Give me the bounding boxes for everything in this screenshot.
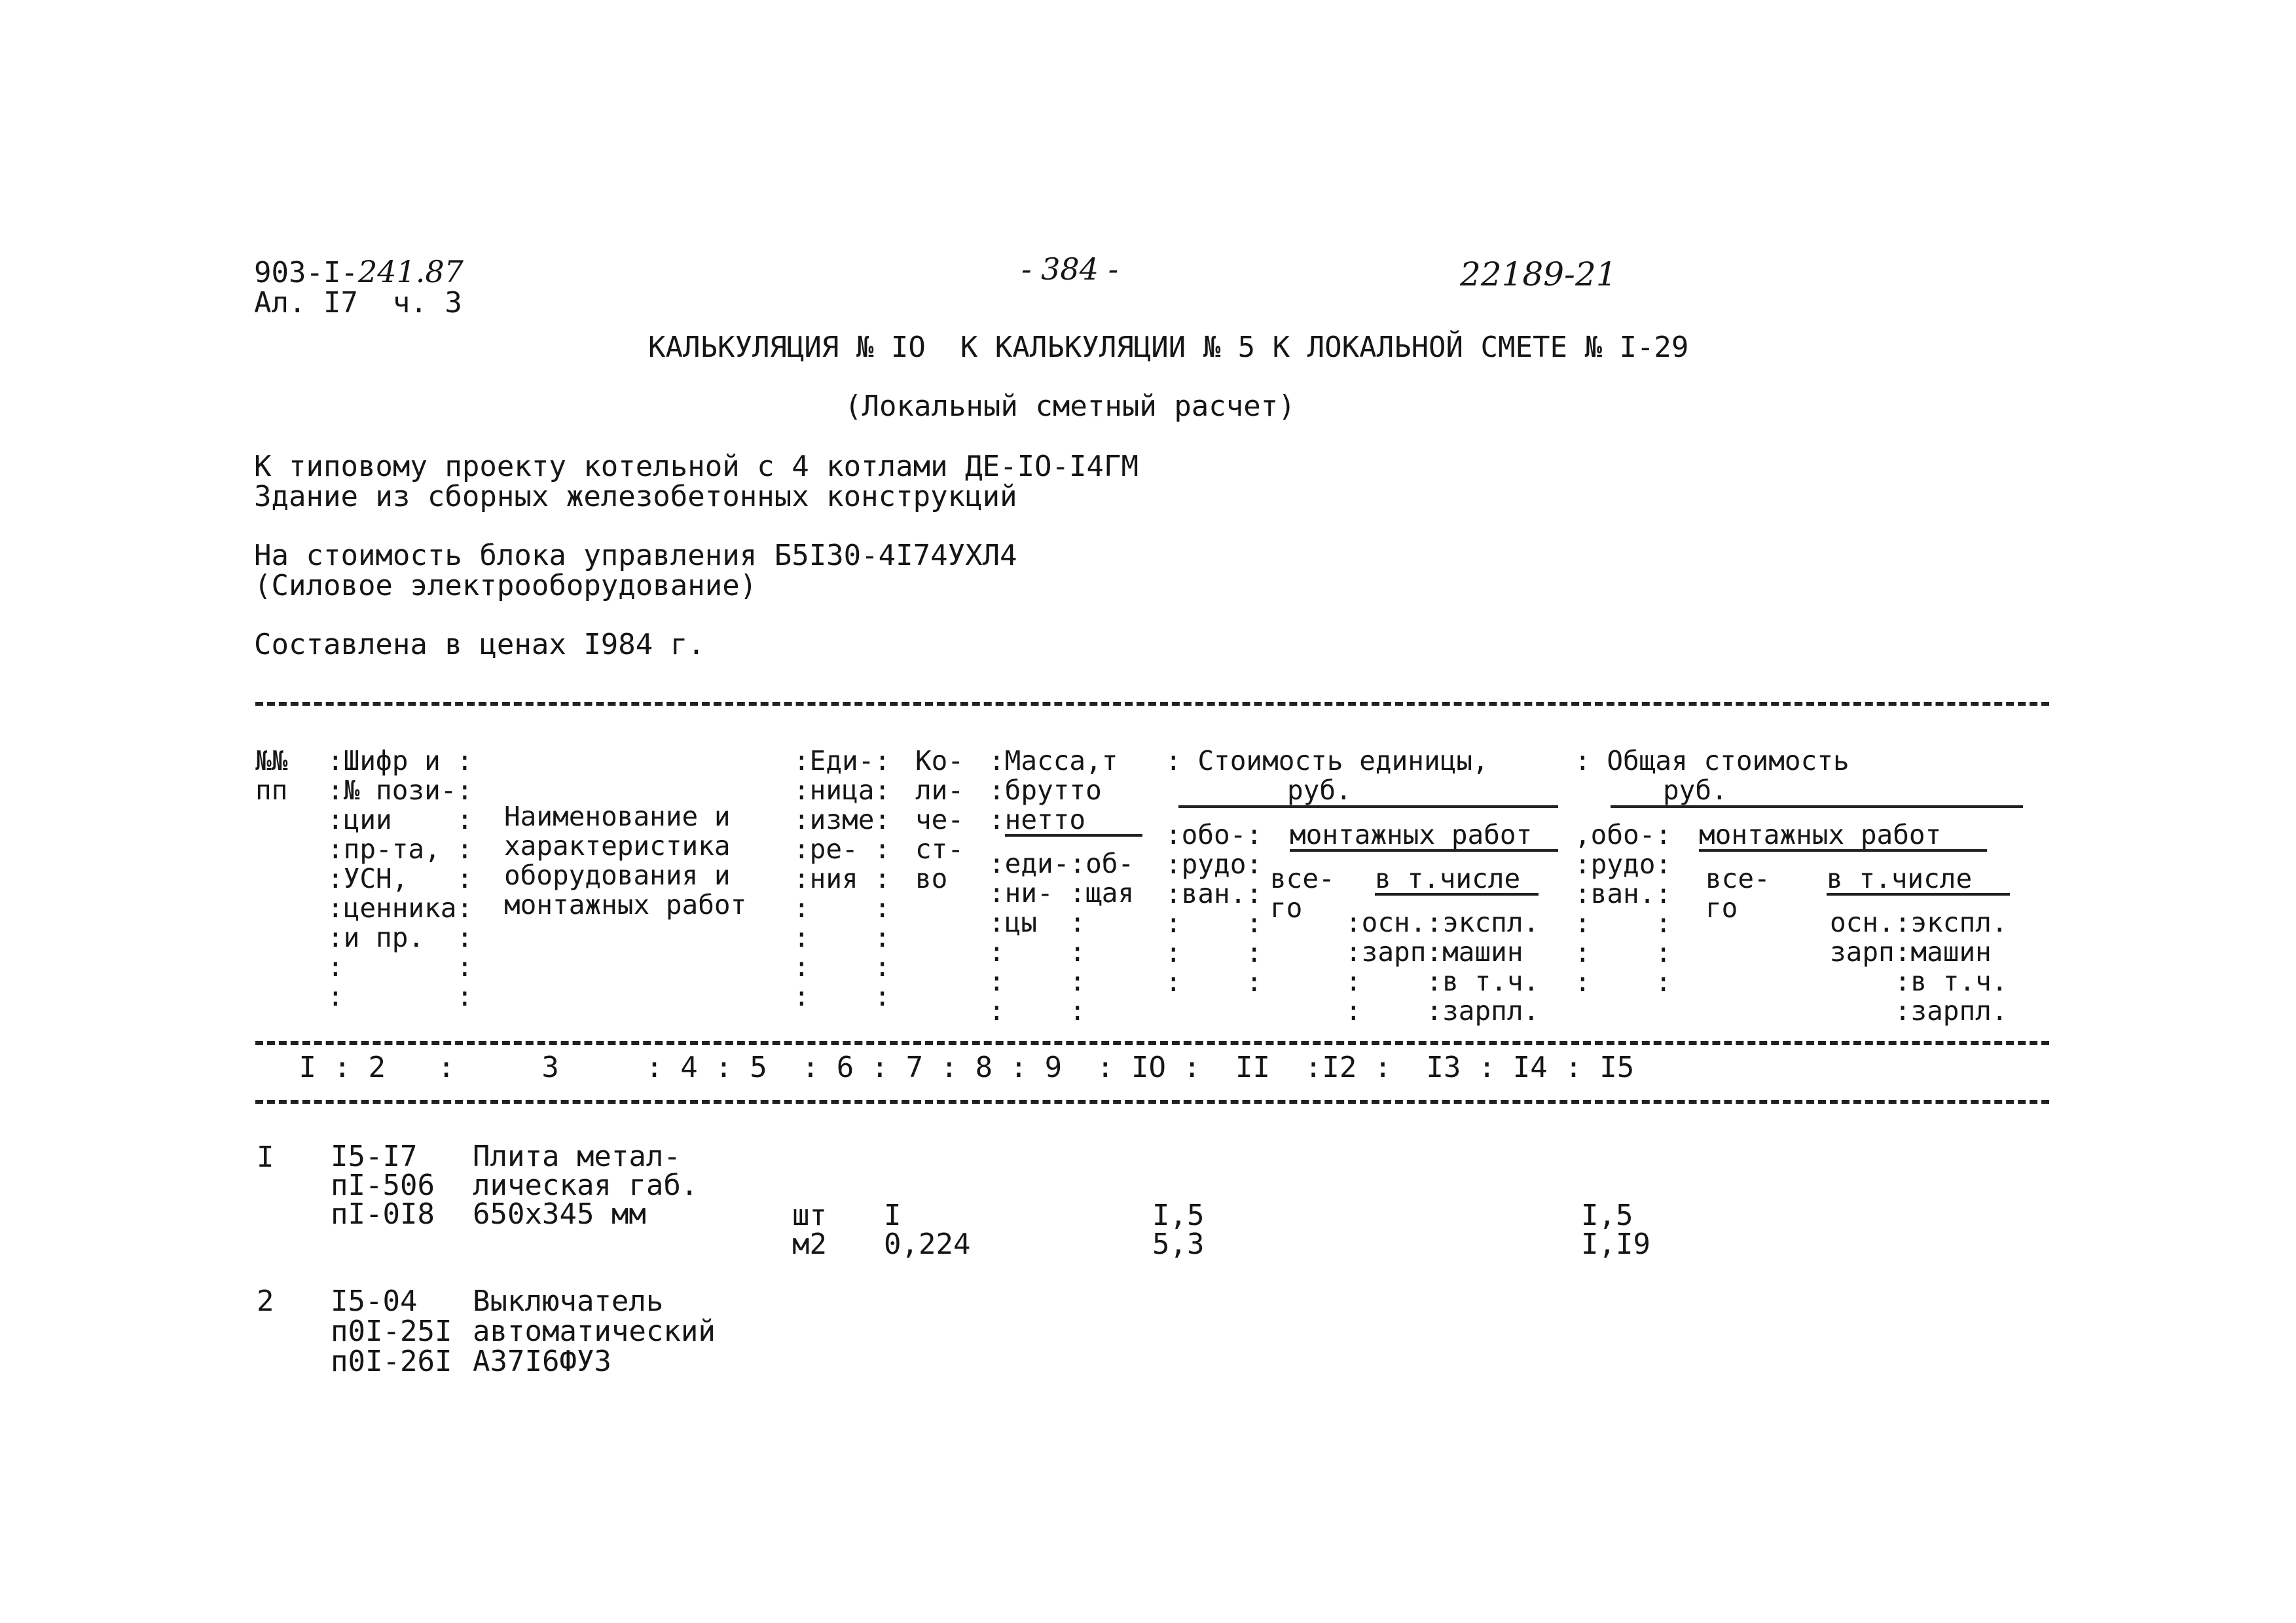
header-col-code: :Шифр и : :№ пози-: :ции : :пр-та, : :УСН, : :ценника: :и пр. : : : : : (327, 745, 473, 1012)
project-code-handwritten: 241.87 (357, 254, 464, 289)
column-numbers: I : 2 : 3 : 4 : 5 : 6 : 7 : 8 : 9 : IO : II :I2 : I3 : I4 : I5 (282, 1051, 1635, 1084)
row-num: I (257, 1140, 274, 1174)
row-total-cost: I,5 I,I9 (1581, 1199, 1650, 1261)
document-subtitle: (Локальный сметный расчет) (845, 390, 1296, 423)
header-col-name: Наименование и характеристика оборудования и монтажных работ (504, 801, 747, 921)
header-total-cost-rub: руб. (1663, 775, 1728, 806)
row-code: I5-04 п0I-25I п0I-26I (331, 1285, 452, 1378)
total-incl-underline (1827, 893, 2010, 896)
header-col-qty: Ко- ли- че- ст- во (915, 745, 964, 894)
header-total-salary: осн.:экспл. зарп:машин :в т.ч. :зарпл. (1830, 907, 2008, 1027)
row-name: Плита метал- лическая габ. 650х345 мм (473, 1140, 699, 1231)
intro-cost-subject: (Силовое электрооборудование) (254, 569, 757, 602)
intro-cost-object: На стоимость блока управления Б5I30-4I74УХЛ4 (254, 539, 1017, 572)
row-unit-cost: I,5 5,3 (1152, 1199, 1205, 1261)
header-total-incl: в т.числе (1827, 863, 1973, 894)
row-unit: шт м2 (792, 1199, 827, 1261)
header-unit-mounting: монтажных работ (1290, 819, 1533, 850)
header-unit-cost-rub: руб. (1287, 775, 1352, 806)
row-code: I5-I7 пI-506 пI-0I8 (331, 1140, 435, 1231)
document-title: КАЛЬКУЛЯЦИЯ № IO К КАЛЬКУЛЯЦИИ № 5 К ЛОКАЛЬНОЙ СМЕТЕ № I-29 (648, 331, 1689, 364)
unit-incl-underline (1375, 893, 1539, 896)
header-col-mass-brutto: :брутто (989, 775, 1102, 806)
header-unit-incl: в т.числе (1375, 863, 1521, 894)
header-col-mass: :Масса,т (989, 745, 1118, 776)
doc-number: 22189-21 (1460, 255, 1617, 293)
intro-building: Здание из сборных железобетонных конструкций (254, 480, 1017, 513)
header-unit-equipment: :обо-: :рудо: :ван.: : : : : : : (1165, 819, 1263, 998)
header-col-mass-netto: :нетто (989, 804, 1086, 835)
row-num: 2 (257, 1285, 274, 1318)
project-code-printed: 903-I- (254, 256, 358, 289)
netto-underline (1005, 834, 1142, 837)
header-col-mass-sub: :еди-:об- :ни- :щая :цы : : : : : : : (989, 848, 1135, 1027)
column-numbers-rule (255, 1100, 2049, 1104)
header-col-unit: :Еди-: :ница: :изме: :ре- : :ния : : : : : : : : : (793, 745, 891, 1012)
row-qty: I 0,224 (884, 1199, 971, 1261)
project-code (254, 254, 464, 289)
table-top-rule (255, 702, 2049, 706)
header-col-num: №№ пп (255, 745, 288, 806)
unit-mounting-underline (1290, 849, 1558, 852)
header-unit-total: все- го (1270, 863, 1335, 924)
unit-cost-underline (1178, 805, 1558, 808)
header-total-total: все- го (1705, 863, 1770, 924)
header-bottom-rule (255, 1041, 2049, 1045)
page-number: - 384 - (1021, 251, 1119, 287)
intro-prices: Составлена в ценах I984 г. (254, 628, 705, 661)
header-total-cost: : Общая стоимость (1575, 745, 1850, 776)
header-unit-salary: :осн.:экспл. :зарп:машин : :в т.ч. : :зарпл. (1345, 907, 1540, 1027)
row-name: Выключатель автоматический АЗ7I6ФУЗ (473, 1285, 716, 1378)
header-total-mounting: монтажных работ (1699, 819, 1942, 850)
total-cost-underline (1611, 805, 2023, 808)
header-total-equipment: ,обо-: :рудо: :ван.: : : : : : : (1575, 819, 1672, 998)
album-line: Ал. I7 ч. 3 (254, 286, 462, 319)
total-mounting-underline (1699, 849, 1987, 852)
header-unit-cost: : Стоимость единицы, (1165, 745, 1489, 776)
intro-project: К типовому проекту котельной с 4 котлами ДЕ-IO-I4ГМ (254, 450, 1139, 483)
